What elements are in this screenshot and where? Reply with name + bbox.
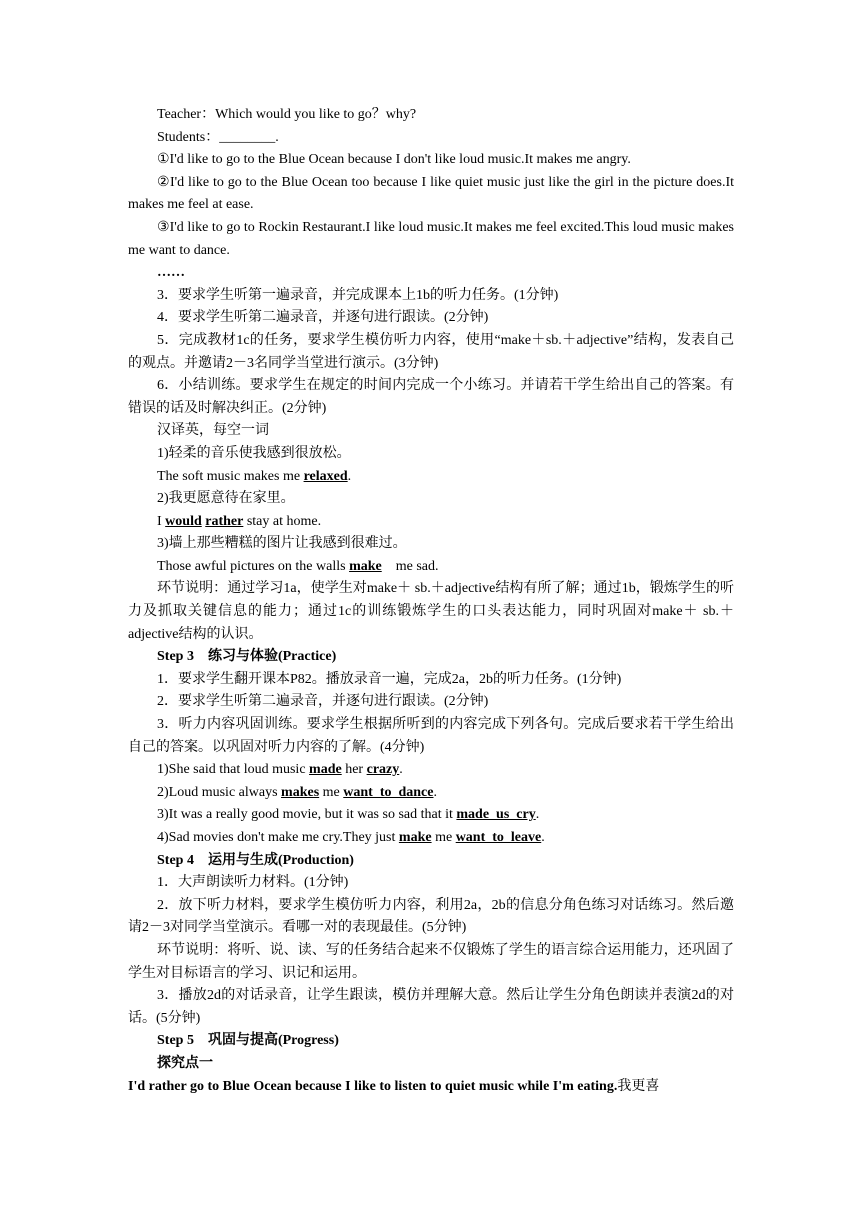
exercise-title: 汉译英，每空一词 xyxy=(157,423,269,439)
answer-blank: rather xyxy=(205,513,244,529)
step3-sentence-3: 3)It was a really good movie, but it was so sad that it made_us_cry. xyxy=(157,807,540,823)
answer-blank: crazy xyxy=(366,762,400,778)
step4-heading: Step 4 运用与生成(Production) xyxy=(157,852,354,868)
step3-item-3: 3．听力内容巩固训练。要求学生根据所听到的内容完成下列各句。完成后要求若干学生给出自己的答案。以巩固对听力内容的了解。(4分钟) xyxy=(128,717,734,755)
step2-item-5: 5．完成教材1c的任务，要求学生模仿听力内容，使用“make＋sb.＋adjective”结构，发表自己的观点。并邀请2－3名同学当堂进行演示。(3分钟) xyxy=(128,332,734,371)
step3-sentence-2: 2)Loud music always makes me want_to_dance. xyxy=(157,784,437,800)
ellipsis: …… xyxy=(157,265,185,281)
answer-blank: made_us_cry xyxy=(456,807,536,823)
step2-item-3: 3．要求学生听第一遍录音，并完成课本上1b的听力任务。(1分钟) xyxy=(157,287,559,303)
teacher-line: Teacher：Which would you like to go？why? xyxy=(157,107,417,122)
answer-1: ①I'd like to go to the Blue Ocean because I don't like loud music.It makes me angry. xyxy=(157,152,631,168)
answer-blank: want_to_leave xyxy=(455,830,542,845)
exercise-q1-cn: 1)轻柔的音乐使我感到很放松。 xyxy=(157,445,351,461)
answer-2: ②I'd like to go to the Blue Ocean too because I like quiet music just like the girl in the picture does.It makes me feel at ease. xyxy=(128,174,734,213)
step4-note: 环节说明：将听、说、读、写的任务结合起来不仅锻炼了学生的语言综合运用能力，还巩固了学生对目标语言的学习、识记和运用。 xyxy=(128,942,734,981)
step3-sentence-1: 1)She said that loud music made her crazy. xyxy=(157,762,403,778)
answer-blank: made xyxy=(309,762,342,778)
step5-subheading: 探究点一 xyxy=(157,1055,213,1071)
answer-3: ③I'd like to go to Rockin Restaurant.I like loud music.It makes me feel excited.This loud music makes me want to dance. xyxy=(128,219,734,258)
answer-blank: make xyxy=(398,830,432,845)
exercise-q3-cn: 3)墙上那些糟糕的图片让我感到很难过。 xyxy=(157,536,407,552)
step5-key-sentence: I'd rather go to Blue Ocean because I like to listen to quiet music while I'm eating.我更喜 xyxy=(128,1078,660,1094)
step3-item-2: 2．要求学生听第二遍录音，并逐句进行跟读。(2分钟) xyxy=(157,694,489,710)
step3-item-1: 1．要求学生翻开课本P82。播放录音一遍，完成2a，2b的听力任务。(1分钟) xyxy=(157,671,622,687)
step4-item-2: 2．放下听力材料，要求学生模仿听力内容，利用2a，2b的信息分角色练习对话练习。然后邀请2－3对同学当堂演示。看哪一对的表现最佳。(5分钟) xyxy=(128,897,734,936)
section-note-1: 环节说明：通过学习1a，使学生对make＋ sb.＋adjective结构有所了解；通过1b，锻炼学生的听力及抓取关键信息的能力；通过1c的训练锻炼学生的口头表达能力，同时巩固对make＋ sb.＋adjective结构的认识。 xyxy=(128,581,734,642)
answer-blank: make xyxy=(349,558,382,574)
exercise-q2-en: I would rather stay at home. xyxy=(157,513,322,529)
exercise-q2-cn: 2)我更愿意待在家里。 xyxy=(157,491,295,507)
step3-heading: Step 3 练习与体验(Practice) xyxy=(157,649,337,665)
exercise-q1-en: The soft music makes me relaxed. xyxy=(157,468,352,484)
step4-item-3: 3．播放2d的对话录音，让学生跟读，模仿并理解大意。然后让学生分角色朗读并表演2d的对话。(5分钟) xyxy=(128,988,734,1026)
step3-sentence-4: 4)Sad movies don't make me cry.They just make me want_to_leave. xyxy=(157,830,545,845)
exercise-q3-en: Those awful pictures on the walls make me sad. xyxy=(157,558,439,574)
document-page xyxy=(128,104,734,1098)
step4-item-1: 1．大声朗读听力材料。(1分钟) xyxy=(157,875,349,891)
answer-blank: would xyxy=(165,513,202,529)
step2-item-6: 6．小结训练。要求学生在规定的时间内完成一个小练习。并请若干学生给出自己的答案。有错误的话及时解决纠正。(2分钟) xyxy=(128,378,734,416)
step2-item-4: 4．要求学生听第二遍录音，并逐句进行跟读。(2分钟) xyxy=(157,310,489,326)
students-line: Students：________. xyxy=(157,129,279,145)
answer-blank: makes xyxy=(281,784,320,800)
step5-heading: Step 5 巩固与提高(Progress) xyxy=(157,1033,339,1049)
answer-blank: relaxed xyxy=(303,468,348,484)
answer-blank: want_to_dance xyxy=(343,784,434,800)
